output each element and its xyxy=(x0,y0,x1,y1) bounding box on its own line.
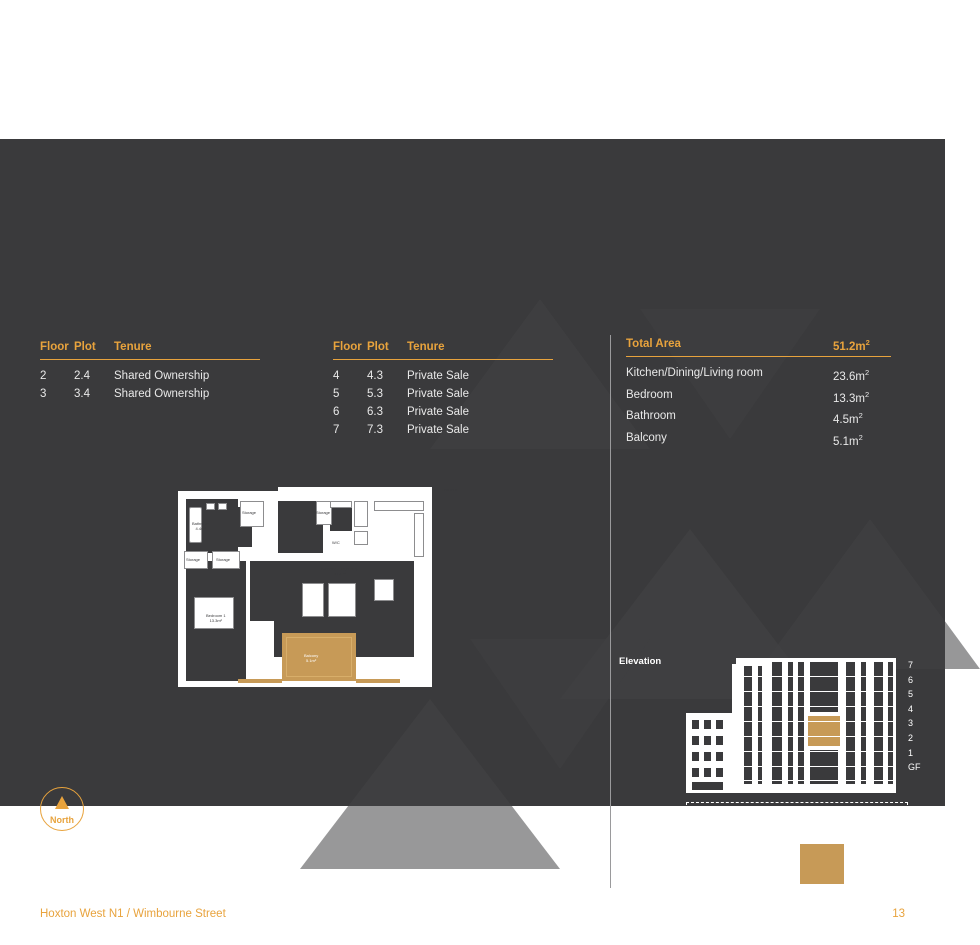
header-rule xyxy=(40,359,260,360)
floor-marker: 3 xyxy=(908,718,914,729)
core-block xyxy=(804,810,814,820)
window-ground xyxy=(692,782,723,790)
keyplan-label xyxy=(619,807,662,829)
cell-tenure: Shared Ownership xyxy=(114,388,210,400)
balcony-outline xyxy=(286,637,352,677)
kitchen-counter xyxy=(374,501,424,511)
cell-room-name: Kitchen/Dining/Living room xyxy=(626,366,763,379)
table-row xyxy=(333,385,553,403)
column-header-plot: Plot xyxy=(367,341,389,353)
decorative-triangle xyxy=(300,699,560,869)
label-balcony: Balcony 5.1m² xyxy=(304,653,319,663)
table-row xyxy=(626,429,891,451)
cell-tenure: Private Sale xyxy=(407,388,470,400)
core-block xyxy=(762,864,776,880)
bed-bath-summary: 1 Bed, 1 Bath xyxy=(40,871,110,883)
floor-marker: 6 xyxy=(908,674,914,685)
floor-slab xyxy=(736,676,896,677)
label-bathroom: Bathroom 4.4m² xyxy=(192,521,210,531)
cell-room-area: $5.1m^2$ xyxy=(833,433,863,449)
balcony-edge xyxy=(238,679,282,683)
wall-segment xyxy=(826,814,828,840)
project-title: Hoxton West N1 / Wimbourne Street xyxy=(40,908,226,920)
dining-table-furniture xyxy=(374,579,394,601)
cell-tenure: Shared Ownership xyxy=(114,370,210,382)
toilet-fixture xyxy=(218,503,227,510)
cell-floor: 6 xyxy=(333,406,340,418)
floor-marker: 4 xyxy=(908,703,914,714)
table-row xyxy=(40,367,260,385)
cell-room-area: $4.5m^2$ xyxy=(833,411,863,427)
sink-fixture xyxy=(206,503,215,510)
cell-floor: 4 xyxy=(333,370,340,382)
floor-slab xyxy=(736,736,896,737)
kitchen-hob xyxy=(354,531,368,545)
label-storage: Storage xyxy=(216,557,231,562)
wall-segment xyxy=(890,814,892,854)
column-header-tenure: Tenure xyxy=(407,341,445,353)
table-row xyxy=(626,407,891,429)
floor-marker: 5 xyxy=(908,689,914,700)
cell-plot: 5.3 xyxy=(367,388,383,400)
table-row xyxy=(333,421,553,439)
column-header-tenure: Tenure xyxy=(114,341,152,353)
cell-room-area: $23.6m^2$ xyxy=(833,367,870,383)
window-column xyxy=(810,662,838,712)
floor-slab xyxy=(736,780,896,781)
keyplan-label-line1: Floor 2, 3, xyxy=(619,807,662,817)
cell-room-name: Bathroom xyxy=(626,410,676,423)
window xyxy=(704,720,711,729)
cell-plot: 7.3 xyxy=(367,424,383,436)
label-wc: W/C xyxy=(332,540,340,545)
elevation-drawing xyxy=(686,658,908,793)
wall-segment xyxy=(846,814,848,854)
core-block xyxy=(786,810,800,820)
header-rule xyxy=(626,356,891,357)
cell-floor: 5 xyxy=(333,388,340,400)
cell-room-area: $13.3m^2$ xyxy=(833,389,870,405)
table-header-row xyxy=(40,338,260,356)
column-header-total-area: Total Area xyxy=(626,338,681,350)
north-arrow-icon xyxy=(55,796,69,809)
wall-segment xyxy=(732,852,734,882)
page-number: 13 xyxy=(892,908,905,920)
cell-floor: 3 xyxy=(40,388,47,400)
table-row xyxy=(333,403,553,421)
area-schedule-table xyxy=(626,338,891,451)
sofa-furniture xyxy=(328,583,356,617)
cell-tenure: Private Sale xyxy=(407,424,470,436)
brochure-sheet xyxy=(0,139,945,920)
decorative-triangle xyxy=(760,519,980,669)
window xyxy=(716,736,723,745)
floor-plan-drawing xyxy=(178,487,459,696)
floor-slab xyxy=(736,721,896,722)
floor-slab xyxy=(736,706,896,707)
floor-slab xyxy=(736,751,896,752)
elevation-floor-markers xyxy=(908,658,938,775)
column-header-floor: Floor xyxy=(40,341,69,353)
table-row xyxy=(333,367,553,385)
window xyxy=(716,768,723,777)
cell-room-name: Balcony xyxy=(626,432,667,445)
dimensions-disclaimer: All dimensions are approximate xyxy=(333,871,494,883)
north-label: North xyxy=(50,815,74,825)
sofa-furniture xyxy=(302,583,324,617)
cell-tenure: Private Sale xyxy=(407,406,470,418)
window xyxy=(716,720,723,729)
vertical-divider xyxy=(610,335,611,888)
floor-marker: GF xyxy=(908,762,921,773)
floor-slab xyxy=(736,766,896,767)
label-bedroom: Bedroom 1 13.3m² xyxy=(206,613,226,623)
floor-marker: 1 xyxy=(908,747,914,758)
label-storage: Storage xyxy=(186,557,201,562)
column-header-floor: Floor xyxy=(333,341,362,353)
core-block xyxy=(786,874,796,886)
elevation-block-link xyxy=(732,664,744,793)
wall-segment xyxy=(702,852,766,854)
elevation-label: Elevation xyxy=(619,656,662,667)
floor-marker: 2 xyxy=(908,732,914,743)
wc-fixture xyxy=(330,501,352,508)
highlighted-unit xyxy=(800,844,844,884)
kitchen-counter-side xyxy=(414,513,424,557)
column-header-plot: Plot xyxy=(74,341,96,353)
table-row xyxy=(40,385,260,403)
window xyxy=(704,736,711,745)
keyplan-label-line2: 4, 5, 6, 7 xyxy=(619,818,655,828)
window xyxy=(692,736,699,745)
window xyxy=(692,720,699,729)
table-header-row xyxy=(626,338,891,353)
key-plan-drawing xyxy=(686,802,908,890)
window xyxy=(692,752,699,761)
label-storage: Storage xyxy=(316,510,331,515)
plan-body-upper xyxy=(278,487,432,495)
cell-plot: 2.4 xyxy=(74,370,90,382)
balcony-edge xyxy=(356,679,400,683)
table-row xyxy=(626,386,891,408)
cell-plot: 3.4 xyxy=(74,388,90,400)
tenure-table-left xyxy=(40,338,260,403)
cell-room-name: Bedroom xyxy=(626,388,673,401)
header-rule xyxy=(333,359,553,360)
wall-segment xyxy=(702,814,704,854)
label-kitchen-dining-living: Kitchen/Dining/Living 23.6m² xyxy=(321,566,359,576)
label-entrance: Entrance xyxy=(441,487,459,492)
floor-slab xyxy=(736,691,896,692)
cell-plot: 6.3 xyxy=(367,406,383,418)
cell-plot: 4.3 xyxy=(367,370,383,382)
corridor xyxy=(250,561,274,621)
wall-segment xyxy=(846,852,892,854)
wall-segment xyxy=(786,838,828,840)
cell-floor: 2 xyxy=(40,370,47,382)
window xyxy=(704,768,711,777)
table-row xyxy=(626,364,891,386)
cell-tenure: Private Sale xyxy=(407,370,470,382)
window xyxy=(704,752,711,761)
north-compass xyxy=(40,787,84,831)
cell-floor: 7 xyxy=(333,424,340,436)
window xyxy=(716,752,723,761)
label-storage: Storage xyxy=(242,510,257,515)
window xyxy=(692,768,699,777)
tenure-table-middle xyxy=(333,338,553,439)
table-header-row xyxy=(333,338,553,356)
kitchen-unit xyxy=(354,501,368,527)
floor-marker: 7 xyxy=(908,660,914,670)
total-area-value: $51.2m^2$ xyxy=(833,338,870,353)
